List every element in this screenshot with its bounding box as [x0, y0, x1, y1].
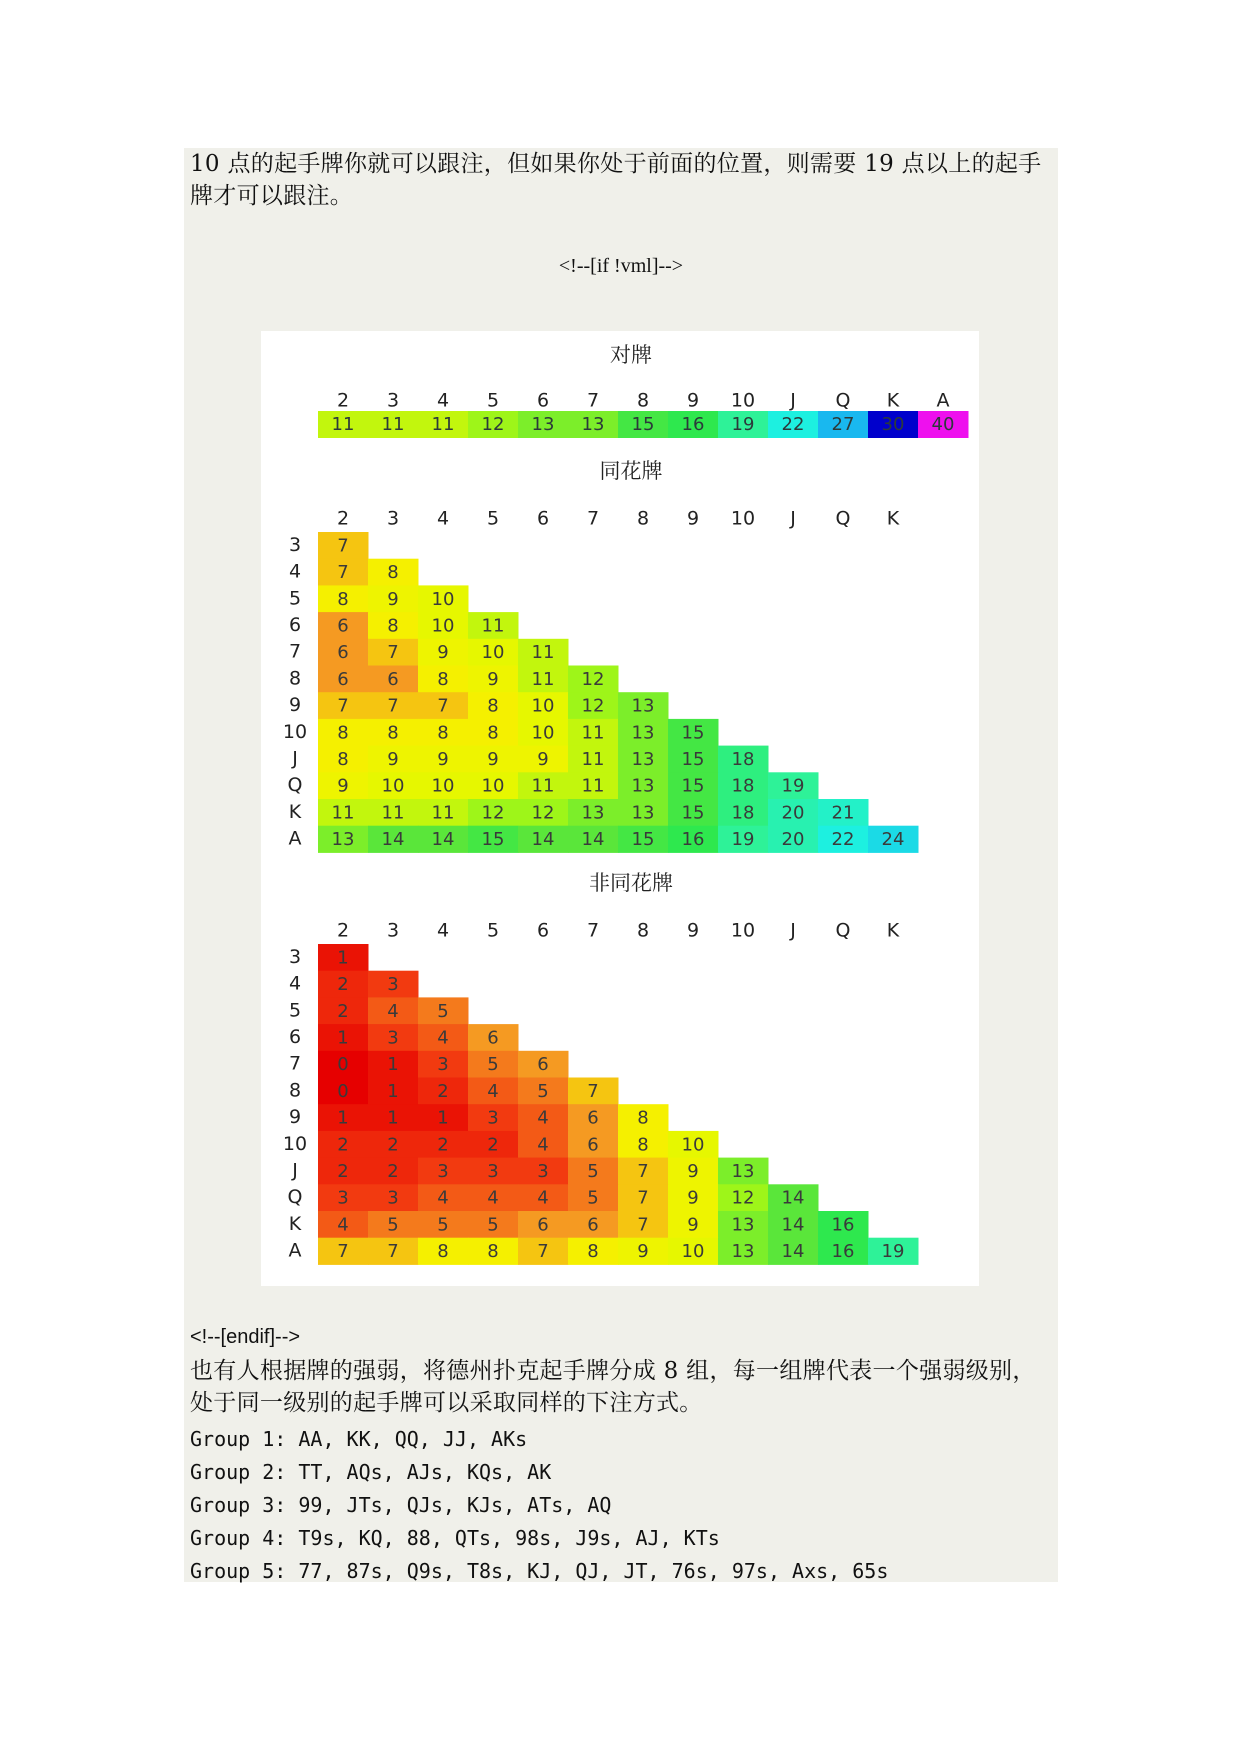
offsuit-value-label: 0	[337, 1080, 349, 1102]
suited-value-label: 11	[531, 642, 555, 664]
row-label: 4	[288, 972, 302, 995]
vml-close-comment: <!--[endif]-->	[190, 1326, 301, 1348]
suited-value-label: 7	[387, 642, 399, 664]
offsuit-value-label: 4	[537, 1134, 549, 1156]
offsuit-value-label: 2	[337, 974, 349, 996]
suited-value-label: 10	[531, 695, 555, 717]
offsuit-value-label: 2	[437, 1080, 449, 1102]
pair-value-label: 12	[481, 414, 505, 435]
offsuit-value-label: 4	[537, 1187, 549, 1209]
suited-value-label: 15	[681, 722, 705, 744]
suited-value-label: 14	[581, 829, 605, 851]
offsuit-value-label: 12	[731, 1187, 755, 1209]
suited-value-label: 11	[581, 748, 605, 770]
suited-value-label: 13	[331, 829, 355, 851]
offsuit-value-label: 2	[437, 1134, 449, 1156]
pair-value-label: 16	[681, 414, 705, 435]
row-label: Q	[287, 774, 303, 797]
suited-value-label: 14	[431, 829, 455, 851]
groups-intro-paragraph: 也有人根据牌的强弱，将德州扑克起手牌分成 8 组，每一组牌代表一个强弱级别，处于同一级别的起手牌可以采取同样的下注方式。	[190, 1358, 1036, 1416]
offsuit-value-label: 8	[637, 1107, 649, 1129]
suited-value-label: 12	[531, 802, 555, 824]
suited-value-label: 8	[437, 722, 449, 744]
suited-value-label: 13	[631, 802, 655, 824]
suited-value-label: 8	[487, 695, 499, 717]
suited-value-label: 11	[381, 802, 405, 824]
offsuit-value-label: 13	[731, 1241, 755, 1263]
suited-value-label: 21	[831, 802, 855, 824]
suited-value-label: 11	[331, 802, 355, 824]
offsuit-value-label: 6	[587, 1214, 599, 1236]
suited-value-label: 24	[881, 829, 905, 851]
chart-title-pairs: 对牌	[610, 343, 652, 367]
offsuit-value-label: 4	[337, 1214, 349, 1236]
offsuit-value-label: 14	[781, 1241, 805, 1263]
row-label: 9	[288, 1106, 302, 1129]
suited-value-label: 7	[337, 695, 349, 717]
suited-value-label: 11	[481, 615, 505, 637]
row-label: 10	[282, 720, 308, 743]
suited-value-label: 11	[431, 802, 455, 824]
row-label: 4	[288, 560, 302, 583]
suited-value-label: 9	[487, 668, 499, 690]
pair-value-label: 30	[881, 414, 905, 435]
offsuit-value-label: 3	[487, 1160, 499, 1182]
suited-value-label: 19	[731, 829, 755, 851]
column-label: 8	[636, 389, 650, 412]
offsuit-value-label: 3	[387, 1027, 399, 1049]
offsuit-value-label: 7	[637, 1160, 649, 1182]
suited-value-label: 9	[437, 642, 449, 664]
suited-value-label: 8	[387, 722, 399, 744]
offsuit-value-label: 5	[437, 1214, 449, 1236]
suited-value-label: 11	[531, 668, 555, 690]
pair-value-label: 40	[931, 414, 955, 435]
pair-value-label: 13	[531, 414, 555, 435]
offsuit-value-label: 3	[387, 974, 399, 996]
column-label: 9	[686, 507, 700, 530]
suited-value-label: 13	[631, 775, 655, 797]
suited-value-label: 11	[531, 775, 555, 797]
offsuit-value-label: 6	[587, 1134, 599, 1156]
offsuit-value-label: 6	[587, 1107, 599, 1129]
chart-title-suited: 同花牌	[599, 459, 663, 483]
pair-value-label: 15	[631, 414, 655, 435]
column-label: 10	[730, 507, 756, 530]
offsuit-value-label: 0	[337, 1054, 349, 1076]
row-label: 6	[288, 1025, 302, 1048]
document-block	[184, 148, 1058, 1582]
chart-title-offsuit: 非同花牌	[589, 871, 673, 895]
suited-value-label: 20	[781, 829, 805, 851]
offsuit-value-label: 10	[681, 1134, 705, 1156]
suited-value-label: 10	[531, 722, 555, 744]
suited-value-label: 7	[387, 695, 399, 717]
suited-value-label: 15	[631, 829, 655, 851]
column-label: 2	[336, 919, 350, 942]
pair-value-label: 11	[431, 414, 455, 435]
offsuit-value-label: 4	[487, 1080, 499, 1102]
column-label: Q	[835, 919, 851, 942]
column-label: 5	[486, 507, 500, 530]
column-label: 4	[436, 389, 450, 412]
suited-value-label: 7	[337, 535, 349, 557]
offsuit-value-label: 3	[437, 1160, 449, 1182]
offsuit-value-label: 8	[437, 1241, 449, 1263]
row-label: A	[288, 827, 302, 850]
offsuit-value-label: 13	[731, 1214, 755, 1236]
column-label: J	[790, 919, 796, 942]
suited-value-label: 8	[337, 748, 349, 770]
column-label: A	[936, 389, 950, 412]
suited-value-label: 13	[631, 722, 655, 744]
column-label: 3	[386, 389, 400, 412]
offsuit-value-label: 6	[537, 1214, 549, 1236]
suited-value-label: 18	[731, 802, 755, 824]
suited-value-label: 6	[337, 615, 349, 637]
suited-value-label: 9	[387, 588, 399, 610]
group-line: Group 1: AA, KK, QQ, JJ, AKs	[190, 1427, 528, 1451]
column-label: 5	[486, 919, 500, 942]
row-label: 9	[288, 694, 302, 717]
group-line: Group 5: 77, 87s, Q9s, T8s, KJ, QJ, JT, 76s, 97s, Axs, 65s	[190, 1559, 889, 1583]
row-label: A	[288, 1239, 302, 1262]
offsuit-value-label: 9	[687, 1214, 699, 1236]
offsuit-value-label: 2	[337, 1160, 349, 1182]
group-list	[190, 1423, 1050, 1588]
group-line: Group 2: TT, AQs, AJs, KQs, AK	[190, 1460, 552, 1484]
offsuit-value-label: 16	[831, 1241, 855, 1263]
offsuit-value-label: 2	[337, 1000, 349, 1022]
column-label: 7	[586, 389, 600, 412]
offsuit-value-label: 2	[487, 1134, 499, 1156]
suited-value-label: 18	[731, 775, 755, 797]
row-label: J	[292, 1159, 298, 1182]
pair-value-label: 13	[581, 414, 605, 435]
column-label: Q	[835, 389, 851, 412]
row-label: 8	[288, 667, 302, 690]
column-label: Q	[835, 507, 851, 530]
suited-value-label: 10	[431, 615, 455, 637]
column-label: 7	[586, 919, 600, 942]
column-label: K	[886, 507, 900, 530]
pair-value-label: 11	[381, 414, 405, 435]
suited-value-label: 19	[781, 775, 805, 797]
suited-value-label: 13	[631, 748, 655, 770]
suited-value-label: 18	[731, 748, 755, 770]
suited-value-label: 9	[337, 775, 349, 797]
suited-value-label: 15	[681, 748, 705, 770]
suited-value-label: 6	[337, 642, 349, 664]
offsuit-value-label: 1	[337, 1027, 349, 1049]
group-line: Group 4: T9s, KQ, 88, QTs, 98s, J9s, AJ, KTs	[190, 1526, 720, 1550]
suited-value-label: 6	[387, 668, 399, 690]
suited-value-label: 10	[481, 775, 505, 797]
offsuit-value-label: 3	[437, 1054, 449, 1076]
suited-value-label: 11	[581, 722, 605, 744]
suited-value-label: 10	[381, 775, 405, 797]
offsuit-value-label: 4	[487, 1187, 499, 1209]
offsuit-value-label: 1	[387, 1107, 399, 1129]
row-label: 7	[288, 1052, 302, 1075]
group-line: Group 3: 99, JTs, QJs, KJs, ATs, AQ	[190, 1493, 612, 1517]
offsuit-value-label: 1	[387, 1080, 399, 1102]
suited-value-label: 16	[681, 829, 705, 851]
offsuit-value-label: 3	[537, 1160, 549, 1182]
row-label: 5	[288, 999, 302, 1022]
column-label: J	[790, 389, 796, 412]
offsuit-value-label: 16	[831, 1214, 855, 1236]
suited-value-label: 15	[481, 829, 505, 851]
suited-value-label: 22	[831, 829, 855, 851]
column-label: 5	[486, 389, 500, 412]
starting-hand-chart-figure	[261, 331, 979, 1286]
suited-value-label: 10	[431, 775, 455, 797]
suited-value-label: 12	[581, 695, 605, 717]
column-label: 4	[436, 919, 450, 942]
suited-value-label: 7	[437, 695, 449, 717]
offsuit-value-label: 14	[781, 1187, 805, 1209]
suited-value-label: 12	[581, 668, 605, 690]
pair-value-label: 19	[731, 414, 755, 435]
offsuit-value-label: 13	[731, 1160, 755, 1182]
suited-value-label: 9	[387, 748, 399, 770]
offsuit-value-label: 1	[337, 947, 349, 969]
offsuit-value-label: 6	[487, 1027, 499, 1049]
offsuit-value-label: 3	[337, 1187, 349, 1209]
row-label: K	[288, 1212, 302, 1235]
offsuit-value-label: 8	[487, 1241, 499, 1263]
suited-value-label: 8	[387, 562, 399, 584]
column-label: K	[886, 919, 900, 942]
offsuit-value-label: 14	[781, 1214, 805, 1236]
column-label: 2	[336, 389, 350, 412]
offsuit-value-label: 5	[587, 1187, 599, 1209]
column-label: 10	[730, 389, 756, 412]
column-label: 8	[636, 507, 650, 530]
starting-hand-charts	[261, 331, 979, 1286]
row-label: 10	[282, 1132, 308, 1155]
offsuit-value-label: 4	[387, 1000, 399, 1022]
suited-value-label: 9	[487, 748, 499, 770]
offsuit-value-label: 7	[637, 1214, 649, 1236]
offsuit-value-label: 7	[337, 1241, 349, 1263]
offsuit-value-label: 2	[387, 1134, 399, 1156]
suited-value-label: 10	[481, 642, 505, 664]
suited-value-label: 20	[781, 802, 805, 824]
row-label: Q	[287, 1186, 303, 1209]
suited-value-label: 9	[537, 748, 549, 770]
column-label: 6	[536, 919, 550, 942]
row-label: 6	[288, 613, 302, 636]
offsuit-value-label: 9	[687, 1187, 699, 1209]
offsuit-value-label: 1	[337, 1107, 349, 1129]
offsuit-value-label: 5	[437, 1000, 449, 1022]
row-label: 8	[288, 1079, 302, 1102]
suited-value-label: 6	[337, 668, 349, 690]
offsuit-value-label: 2	[387, 1160, 399, 1182]
vml-open-comment: <!--[if !vml]-->	[558, 255, 684, 277]
column-label: 9	[686, 389, 700, 412]
suited-value-label: 13	[581, 802, 605, 824]
column-label: K	[886, 389, 900, 412]
row-label: 3	[288, 533, 302, 556]
offsuit-value-label: 1	[387, 1054, 399, 1076]
offsuit-value-label: 5	[587, 1160, 599, 1182]
column-label: J	[790, 507, 796, 530]
offsuit-value-label: 5	[537, 1080, 549, 1102]
suited-value-label: 14	[381, 829, 405, 851]
offsuit-value-label: 4	[437, 1187, 449, 1209]
suited-value-label: 15	[681, 775, 705, 797]
suited-value-label: 12	[481, 802, 505, 824]
offsuit-value-label: 7	[537, 1241, 549, 1263]
offsuit-value-label: 7	[387, 1241, 399, 1263]
offsuit-value-label: 8	[587, 1241, 599, 1263]
suited-value-label: 7	[337, 562, 349, 584]
column-label: 3	[386, 507, 400, 530]
row-label: 3	[288, 945, 302, 968]
suited-value-label: 11	[581, 775, 605, 797]
column-label: 4	[436, 507, 450, 530]
offsuit-value-label: 9	[637, 1241, 649, 1263]
offsuit-value-label: 19	[881, 1241, 905, 1263]
offsuit-value-label: 4	[537, 1107, 549, 1129]
offsuit-value-label: 5	[487, 1054, 499, 1076]
suited-value-label: 8	[337, 722, 349, 744]
row-label: 5	[288, 587, 302, 610]
column-label: 3	[386, 919, 400, 942]
row-label: J	[292, 747, 298, 770]
suited-value-label: 8	[337, 588, 349, 610]
column-label: 8	[636, 919, 650, 942]
column-label: 6	[536, 507, 550, 530]
suited-value-label: 8	[387, 615, 399, 637]
offsuit-value-label: 9	[687, 1160, 699, 1182]
offsuit-value-label: 4	[437, 1027, 449, 1049]
offsuit-value-label: 5	[387, 1214, 399, 1236]
suited-value-label: 9	[437, 748, 449, 770]
offsuit-value-label: 3	[387, 1187, 399, 1209]
offsuit-value-label: 6	[537, 1054, 549, 1076]
suited-value-label: 10	[431, 588, 455, 610]
column-label: 2	[336, 507, 350, 530]
offsuit-value-label: 2	[337, 1134, 349, 1156]
intro-paragraph: 10 点的起手牌你就可以跟注，但如果你处于前面的位置，则需要 19 点以上的起手牌才可以跟注。	[190, 151, 1042, 209]
offsuit-value-label: 3	[487, 1107, 499, 1129]
offsuit-value-label: 7	[587, 1080, 599, 1102]
suited-value-label: 8	[437, 668, 449, 690]
offsuit-value-label: 7	[637, 1187, 649, 1209]
offsuit-value-label: 1	[437, 1107, 449, 1129]
pair-value-label: 11	[331, 414, 355, 435]
pair-value-label: 27	[831, 414, 855, 435]
column-label: 7	[586, 507, 600, 530]
pair-value-label: 22	[781, 414, 805, 435]
column-label: 6	[536, 389, 550, 412]
offsuit-value-label: 8	[637, 1134, 649, 1156]
suited-value-label: 13	[631, 695, 655, 717]
suited-value-label: 15	[681, 802, 705, 824]
column-label: 9	[686, 919, 700, 942]
suited-value-label: 14	[531, 829, 555, 851]
offsuit-value-label: 10	[681, 1241, 705, 1263]
row-label: K	[288, 800, 302, 823]
column-label: 10	[730, 919, 756, 942]
suited-value-label: 8	[487, 722, 499, 744]
row-label: 7	[288, 640, 302, 663]
offsuit-value-label: 5	[487, 1214, 499, 1236]
